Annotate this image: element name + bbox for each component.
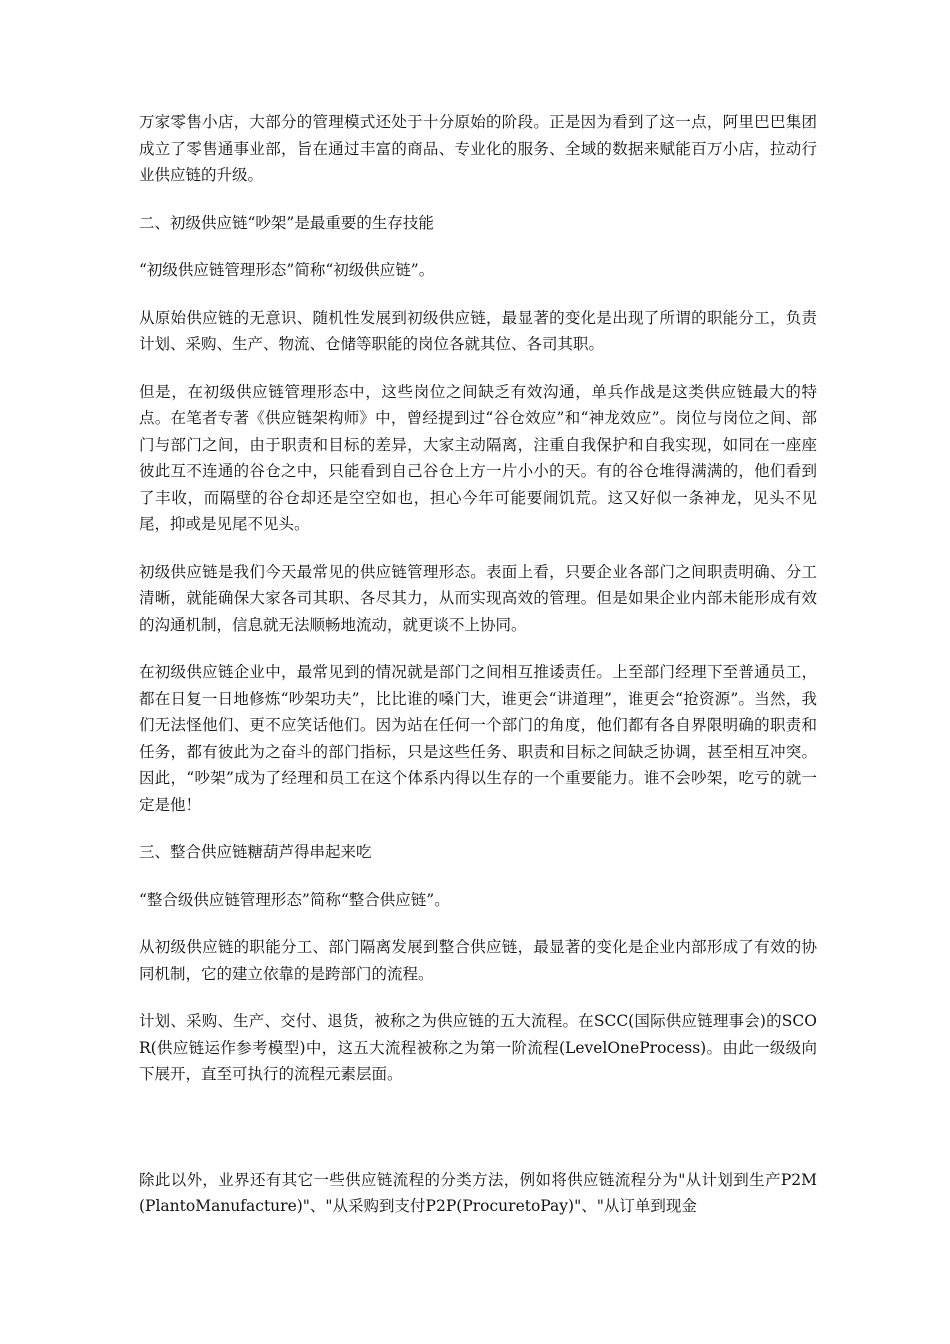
- paragraph-silo-effect: 但是，在初级供应链管理形态中，这些岗位之间缺乏有效沟通，单兵作战是这类供应链最大的特点。在笔者专著《供应链架构师》中，曾经提到过“谷仓效应”和“神龙效应”。岗位与岗位之间、部门与部门之间，由于职责和目标的差异，大家主动隔离，注重自我保护和自我实现，如同在一座座彼此互不连通的谷仓之中，只能看到自己谷仓上方一片小小的天。有的谷仓堆得满满的，他们看到了丰收，而隔壁的谷仓却还是空空如也，担心今年可能要闹饥荒。这又好似一条神龙，见头不见尾，抑或是见尾不见头。: [139, 382, 817, 533]
- section-heading-2: 二、初级供应链“吵架”是最重要的生存技能: [139, 213, 434, 232]
- paragraph-evolution-2: 从初级供应链的职能分工、部门隔离发展到整合供应链，最显著的变化是企业内部形成了有效的协同机制，它的建立依靠的是跨部门的流程。: [139, 938, 817, 983]
- paragraph-definition-1: “初级供应链管理形态”简称“初级供应链”。: [139, 261, 435, 279]
- document-page: [139, 109, 817, 1241]
- blank-gap: [139, 1109, 817, 1167]
- paragraph-other-classifications: 除此以外，业界还有其它一些供应链流程的分类方法，例如将供应链流程分为"从计划到生产P2M(PlantoManufacture)"、"从采购到支付P2P(ProcuretoPay)"、"从订单到现金: [139, 1170, 817, 1215]
- paragraph-quarrel: 在初级供应链企业中，最常见到的情况就是部门之间相互推诿责任。上至部门经理下至普通员工，都在日复一日地修炼“吵架功夫”，比比谁的嗓门大，谁更会“讲道理”，谁更会“抢资源”。当然，我们无法怪他们、更不应笑话他们。因为站在任何一个部门的角度，他们都有各自界限明确的职责和任务，都有彼此为之奋斗的部门指标，只是这些任务、职责和目标之间缺乏协调，甚至相互冲突。因此，“吵架”成为了经理和员工在这个体系内得以生存的一个重要能力。谁不会吵架，吃亏的就一定是他！: [139, 663, 817, 814]
- paragraph-five-processes: 计划、采购、生产、交付、退货，被称之为供应链的五大流程。在SCC(国际供应链理事会)的SCOR(供应链运作参考模型)中，这五大流程被称之为第一阶流程(LevelOneProcess)。由此一级级向下展开，直至可执行的流程元素层面。: [139, 1012, 817, 1083]
- paragraph-intro: 万家零售小店，大部分的管理模式还处于十分原始的阶段。正是因为看到了这一点，阿里巴巴集团成立了零售通事业部，旨在通过丰富的商品、专业化的服务、全域的数据来赋能百万小店，拉动行业供应链的升级。: [139, 113, 817, 184]
- paragraph-evolution-1: 从原始供应链的无意识、随机性发展到初级供应链，最显著的变化是出现了所谓的职能分工，负责计划、采购、生产、物流、仓储等职能的岗位各就其位、各司其职。: [139, 308, 817, 353]
- paragraph-definition-2: “整合级供应链管理形态”简称“整合供应链”。: [139, 890, 450, 909]
- paragraph-common-form: 初级供应链是我们今天最常见的供应链管理形态。表面上看，只要企业各部门之间职责明确、分工清晰，就能确保大家各司其职、各尽其力，从而实现高效的管理。但是如果企业内部未能形成有效的沟通机制，信息就无法顺畅地流动，就更谈不上协同。: [139, 562, 817, 634]
- section-heading-3: 三、整合供应链糖葫芦得串起来吃: [139, 843, 372, 861]
